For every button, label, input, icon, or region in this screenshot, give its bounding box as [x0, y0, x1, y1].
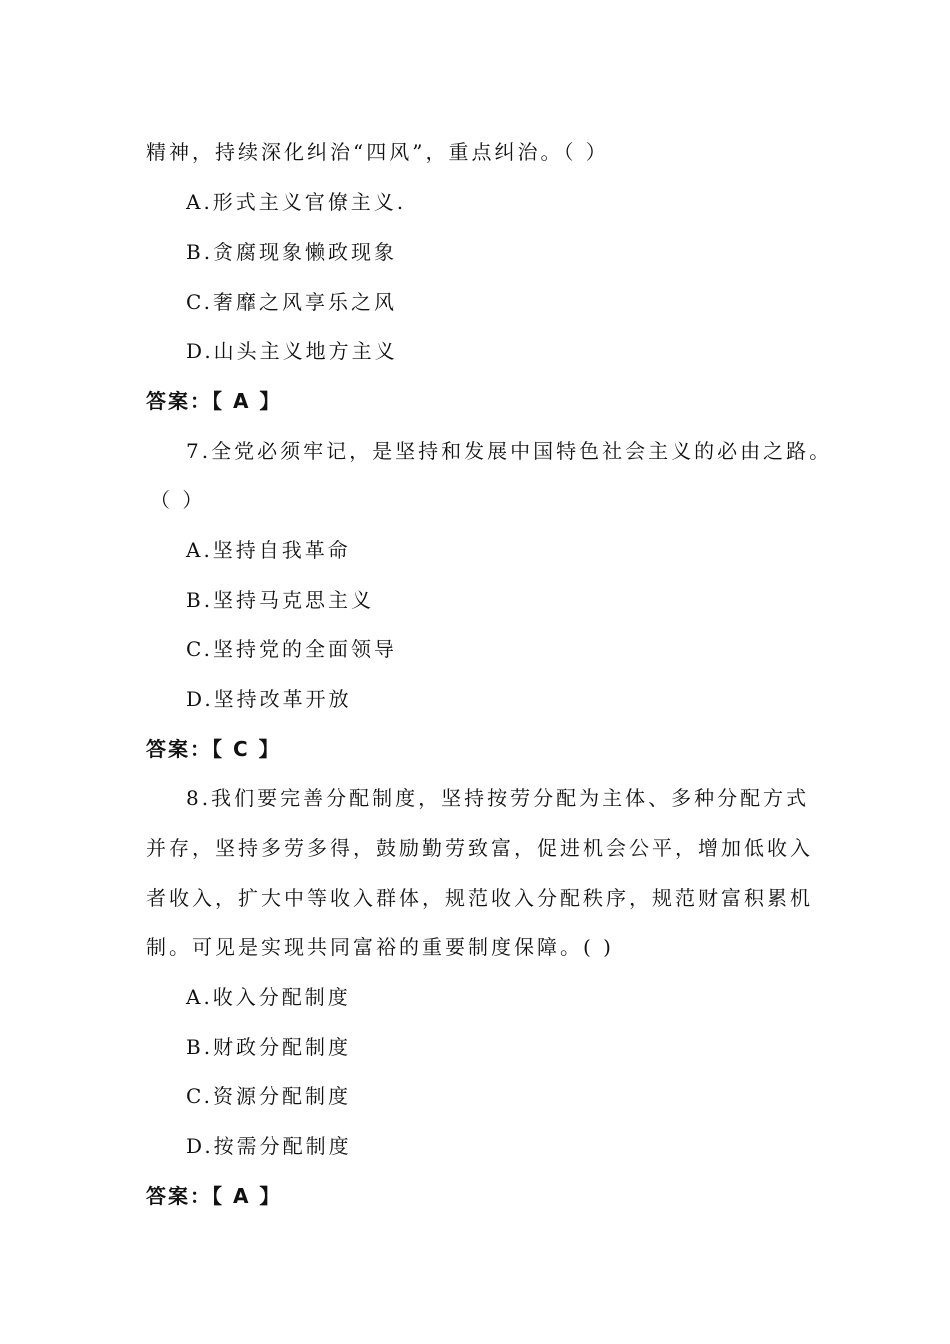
q6-stem-tail: 精神，持续深化纠治“四风”，重点纠治。（ ）: [146, 140, 609, 164]
q7-stem-line1: 7.全党必须牢记，是坚持和发展中国特色社会主义的必由之路。: [186, 439, 833, 463]
q6-option-b: B.贪腐现象懒政现象: [186, 240, 398, 264]
q6-option-a: A.形式主义官僚主义.: [186, 190, 407, 214]
q8-stem-line3: 者收入，扩大中等收入群体，规范收入分配秩序，规范财富积累机: [146, 886, 813, 910]
answer-value: 【 C 】: [212, 737, 281, 761]
q8-option-c: C.资源分配制度: [186, 1084, 351, 1108]
answer-value: 【 A 】: [212, 1184, 282, 1208]
q8-option-a: A.收入分配制度: [186, 985, 351, 1009]
q8-stem-line4: 制。可见是实现共同富裕的重要制度保障。( ): [146, 935, 614, 959]
q8-stem-line2: 并存，坚持多劳多得，鼓励勤劳致富，促进机会公平，增加低收入: [146, 836, 813, 860]
q6-option-c: C.奢靡之风享乐之风: [186, 290, 397, 314]
q8-option-d: D.按需分配制度: [186, 1134, 352, 1158]
q6-answer: [146, 389, 281, 413]
answer-value: 【 A 】: [212, 389, 282, 413]
q8-stem-line1: 8.我们要完善分配制度，坚持按劳分配为主体、多种分配方式: [186, 786, 810, 810]
q8-option-b: B.财政分配制度: [186, 1035, 352, 1059]
answer-label: 答案：: [146, 389, 212, 413]
answer-label: 答案：: [146, 1184, 212, 1208]
q6-option-d: D.山头主义地方主义: [186, 339, 398, 363]
q7-stem-line2: （ ）: [150, 488, 206, 512]
q7-option-d: D.坚持改革开放: [186, 687, 352, 711]
q7-option-a: A.坚持自我革命: [186, 538, 351, 562]
answer-label: 答案：: [146, 737, 212, 761]
q8-answer: [146, 1184, 281, 1208]
q7-answer: [146, 737, 281, 761]
q7-option-c: C.坚持党的全面领导: [186, 637, 397, 661]
q7-option-b: B.坚持马克思主义: [186, 588, 375, 612]
